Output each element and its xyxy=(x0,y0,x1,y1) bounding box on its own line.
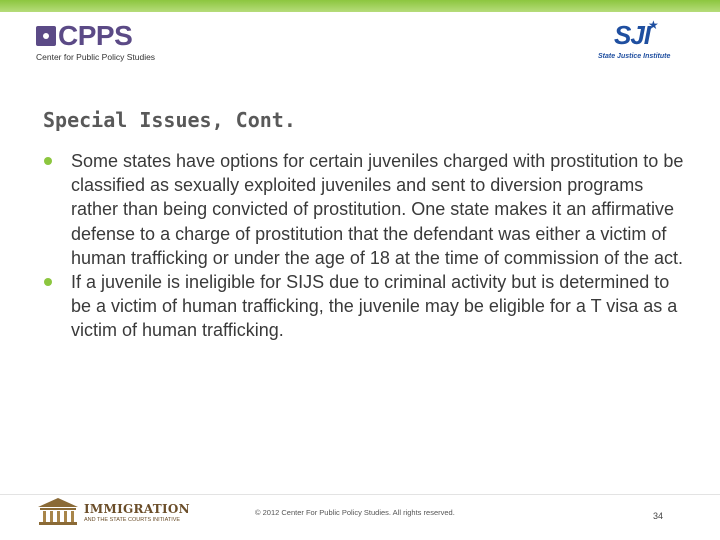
bullet-dot-icon xyxy=(44,157,52,165)
cpps-logo xyxy=(36,20,171,64)
copyright-text: © 2012 Center For Public Policy Studies. All rights reserved. xyxy=(255,508,455,517)
bullet-item xyxy=(44,149,684,270)
slide-title: Special Issues, Cont. xyxy=(43,108,296,132)
sji-logo-text: SJI xyxy=(614,20,651,50)
sji-logo xyxy=(598,18,688,64)
footer-divider xyxy=(0,494,720,495)
bullet-text: Some states have options for certain juveniles charged with prostitution to be classified as sexually exploited juveniles and sent to diversion programs rather than being convicted of prostitution. One state makes it an affirmative defense to a charge of prostitution that the defendant was either a victim of human trafficking or under the age of 18 at the time of commission of the act. xyxy=(71,151,684,268)
bullet-item xyxy=(44,270,684,343)
star-icon: ★ xyxy=(648,18,659,32)
bullet-dot-icon xyxy=(44,278,52,286)
immigration-logo-subtitle: AND THE STATE COURTS INITIATIVE xyxy=(84,517,181,523)
sji-logo-subtitle: State Justice Institute xyxy=(598,53,671,60)
bullet-list xyxy=(44,149,684,343)
immigration-logo-text: IMMIGRATION xyxy=(84,502,190,516)
cpps-logo-text xyxy=(58,21,132,51)
cpps-logo-subtitle: Center for Public Policy Studies xyxy=(36,52,156,62)
page-number: 34 xyxy=(653,511,664,521)
immigration-logo xyxy=(36,496,190,530)
top-accent-bar xyxy=(0,0,720,12)
cpps-logo-text-value: CPPS xyxy=(58,20,133,51)
bullet-text: If a juvenile is ineligible for SIJS due to criminal activity but is determined to be a victim of human trafficking, the juvenile may be eligible for a T visa as a victim of human trafficking. xyxy=(71,272,678,341)
cpps-logo-mark xyxy=(36,26,56,46)
courthouse-icon xyxy=(36,496,80,528)
